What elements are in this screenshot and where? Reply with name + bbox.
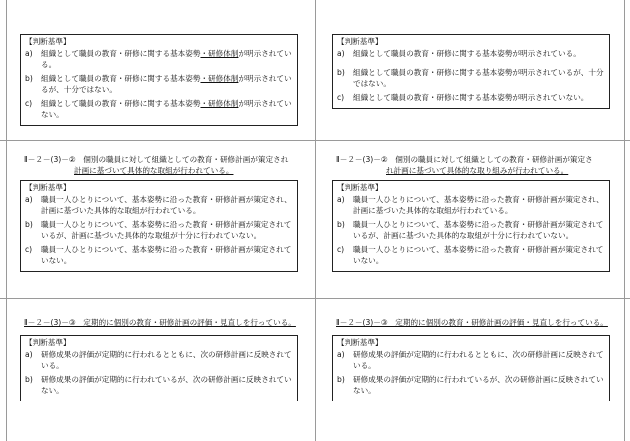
criteria-row-a: a) 職員一人ひとりについて、基本姿勢に沿った教育・研修計画が策定され、計画に基づいた具体的な取組が行われている。 — [25, 195, 292, 215]
right-criteria-block-1 — [324, 34, 620, 109]
left-item-block-3 — [12, 318, 308, 401]
criteria-row-c: c) 組織として職員の教育・研修に関する基本姿勢が明示されていない。 — [337, 93, 589, 102]
criteria-title: 【判断基準】 — [337, 183, 383, 192]
item-heading: Ⅱ－２－(3)－③ 定期的に個別の教育・研修計画の評価・見直しを行っている。 — [24, 318, 296, 327]
right-item-block-2 — [324, 155, 620, 272]
criteria-row-b: b) 職員一人ひとりについて、基本姿勢に沿った教育・研修計画が策定されているが、計画に基づいた具体的な取組が十分に行われていない。 — [25, 220, 292, 240]
row-divider-2 — [0, 298, 630, 299]
criteria-row-b: b) 研修成果の評価が定期的に行われているが、次の研修計画に反映されていない。 — [337, 374, 604, 395]
criteria-row-c: c) 組織として職員の教育・研修に関する基本姿勢・研修体制が明示されていない。 — [25, 99, 292, 119]
criteria-row-b: b) 組織として職員の教育・研修に関する基本姿勢・研修体制が明示されているが、十分ではない。 — [25, 74, 292, 94]
right-item-block-3 — [324, 318, 620, 401]
criteria-box — [332, 335, 610, 401]
criteria-title: 【判断基準】 — [25, 37, 71, 46]
left-criteria-block-1 — [12, 34, 308, 126]
criteria-row-a: a) 研修成果の評価が定期的に行われるとともに、次の研修計画に反映されている。 — [337, 349, 604, 370]
left-item-block-2 — [12, 155, 308, 272]
criteria-row-b: b) 組織として職員の教育・研修に関する基本姿勢が明示されているが、十分ではない。 — [337, 68, 604, 88]
criteria-title: 【判断基準】 — [25, 337, 71, 347]
item-heading: Ⅱ－２－(3)－③ 定期的に個別の教育・研修計画の評価・見直しを行っている。 — [336, 318, 608, 327]
criteria-title: 【判断基準】 — [25, 183, 71, 192]
criteria-box — [20, 34, 298, 126]
row-divider-1 — [0, 140, 630, 141]
criteria-box — [332, 180, 610, 272]
criteria-row-b: b) 研修成果の評価が定期的に行われているが、次の研修計画に反映されていない。 — [25, 374, 292, 395]
criteria-row-c: c) 職員一人ひとりについて、基本姿勢に沿った教育・研修計画が策定されていない。 — [25, 245, 292, 265]
right-border — [624, 0, 625, 441]
criteria-box — [20, 335, 298, 401]
criteria-row-a: a) 組織として職員の教育・研修に関する基本姿勢が明示されている。 — [337, 49, 581, 58]
criteria-row-a: a) 職員一人ひとりについて、基本姿勢に沿った教育・研修計画が策定され、計画に基づいた具体的な取組が行われている。 — [337, 195, 604, 215]
item-heading: Ⅱ－２－(3)－② 個別の職員に対して組織としての教育・研修計画が策定され 計画に基づいて具体的な取組が行われている。 — [24, 155, 289, 175]
criteria-row-a: a) 研修成果の評価が定期的に行われるとともに、次の研修計画に反映されている。 — [25, 349, 292, 370]
column-divider — [315, 0, 316, 441]
criteria-row-b: b) 職員一人ひとりについて、基本姿勢に沿った教育・研修計画が策定されているが、計画に基づいた具体的な取組が十分に行われていない。 — [337, 220, 604, 240]
criteria-box — [332, 34, 610, 109]
item-heading: Ⅱ－２－(3)－② 個別の職員に対して組織としての教育・研修計画が策定さ れ計画に基づいて具体的な取り組みが行われている。 — [336, 155, 593, 175]
left-border — [6, 0, 7, 441]
criteria-row-a: a) 組織として職員の教育・研修に関する基本姿勢・研修体制が明示されている。 — [25, 49, 292, 69]
criteria-title: 【判断基準】 — [337, 37, 383, 46]
criteria-row-c: c) 職員一人ひとりについて、基本姿勢に沿った教育・研修計画が策定されていない。 — [337, 245, 604, 265]
criteria-title: 【判断基準】 — [337, 337, 383, 347]
criteria-box — [20, 180, 298, 272]
